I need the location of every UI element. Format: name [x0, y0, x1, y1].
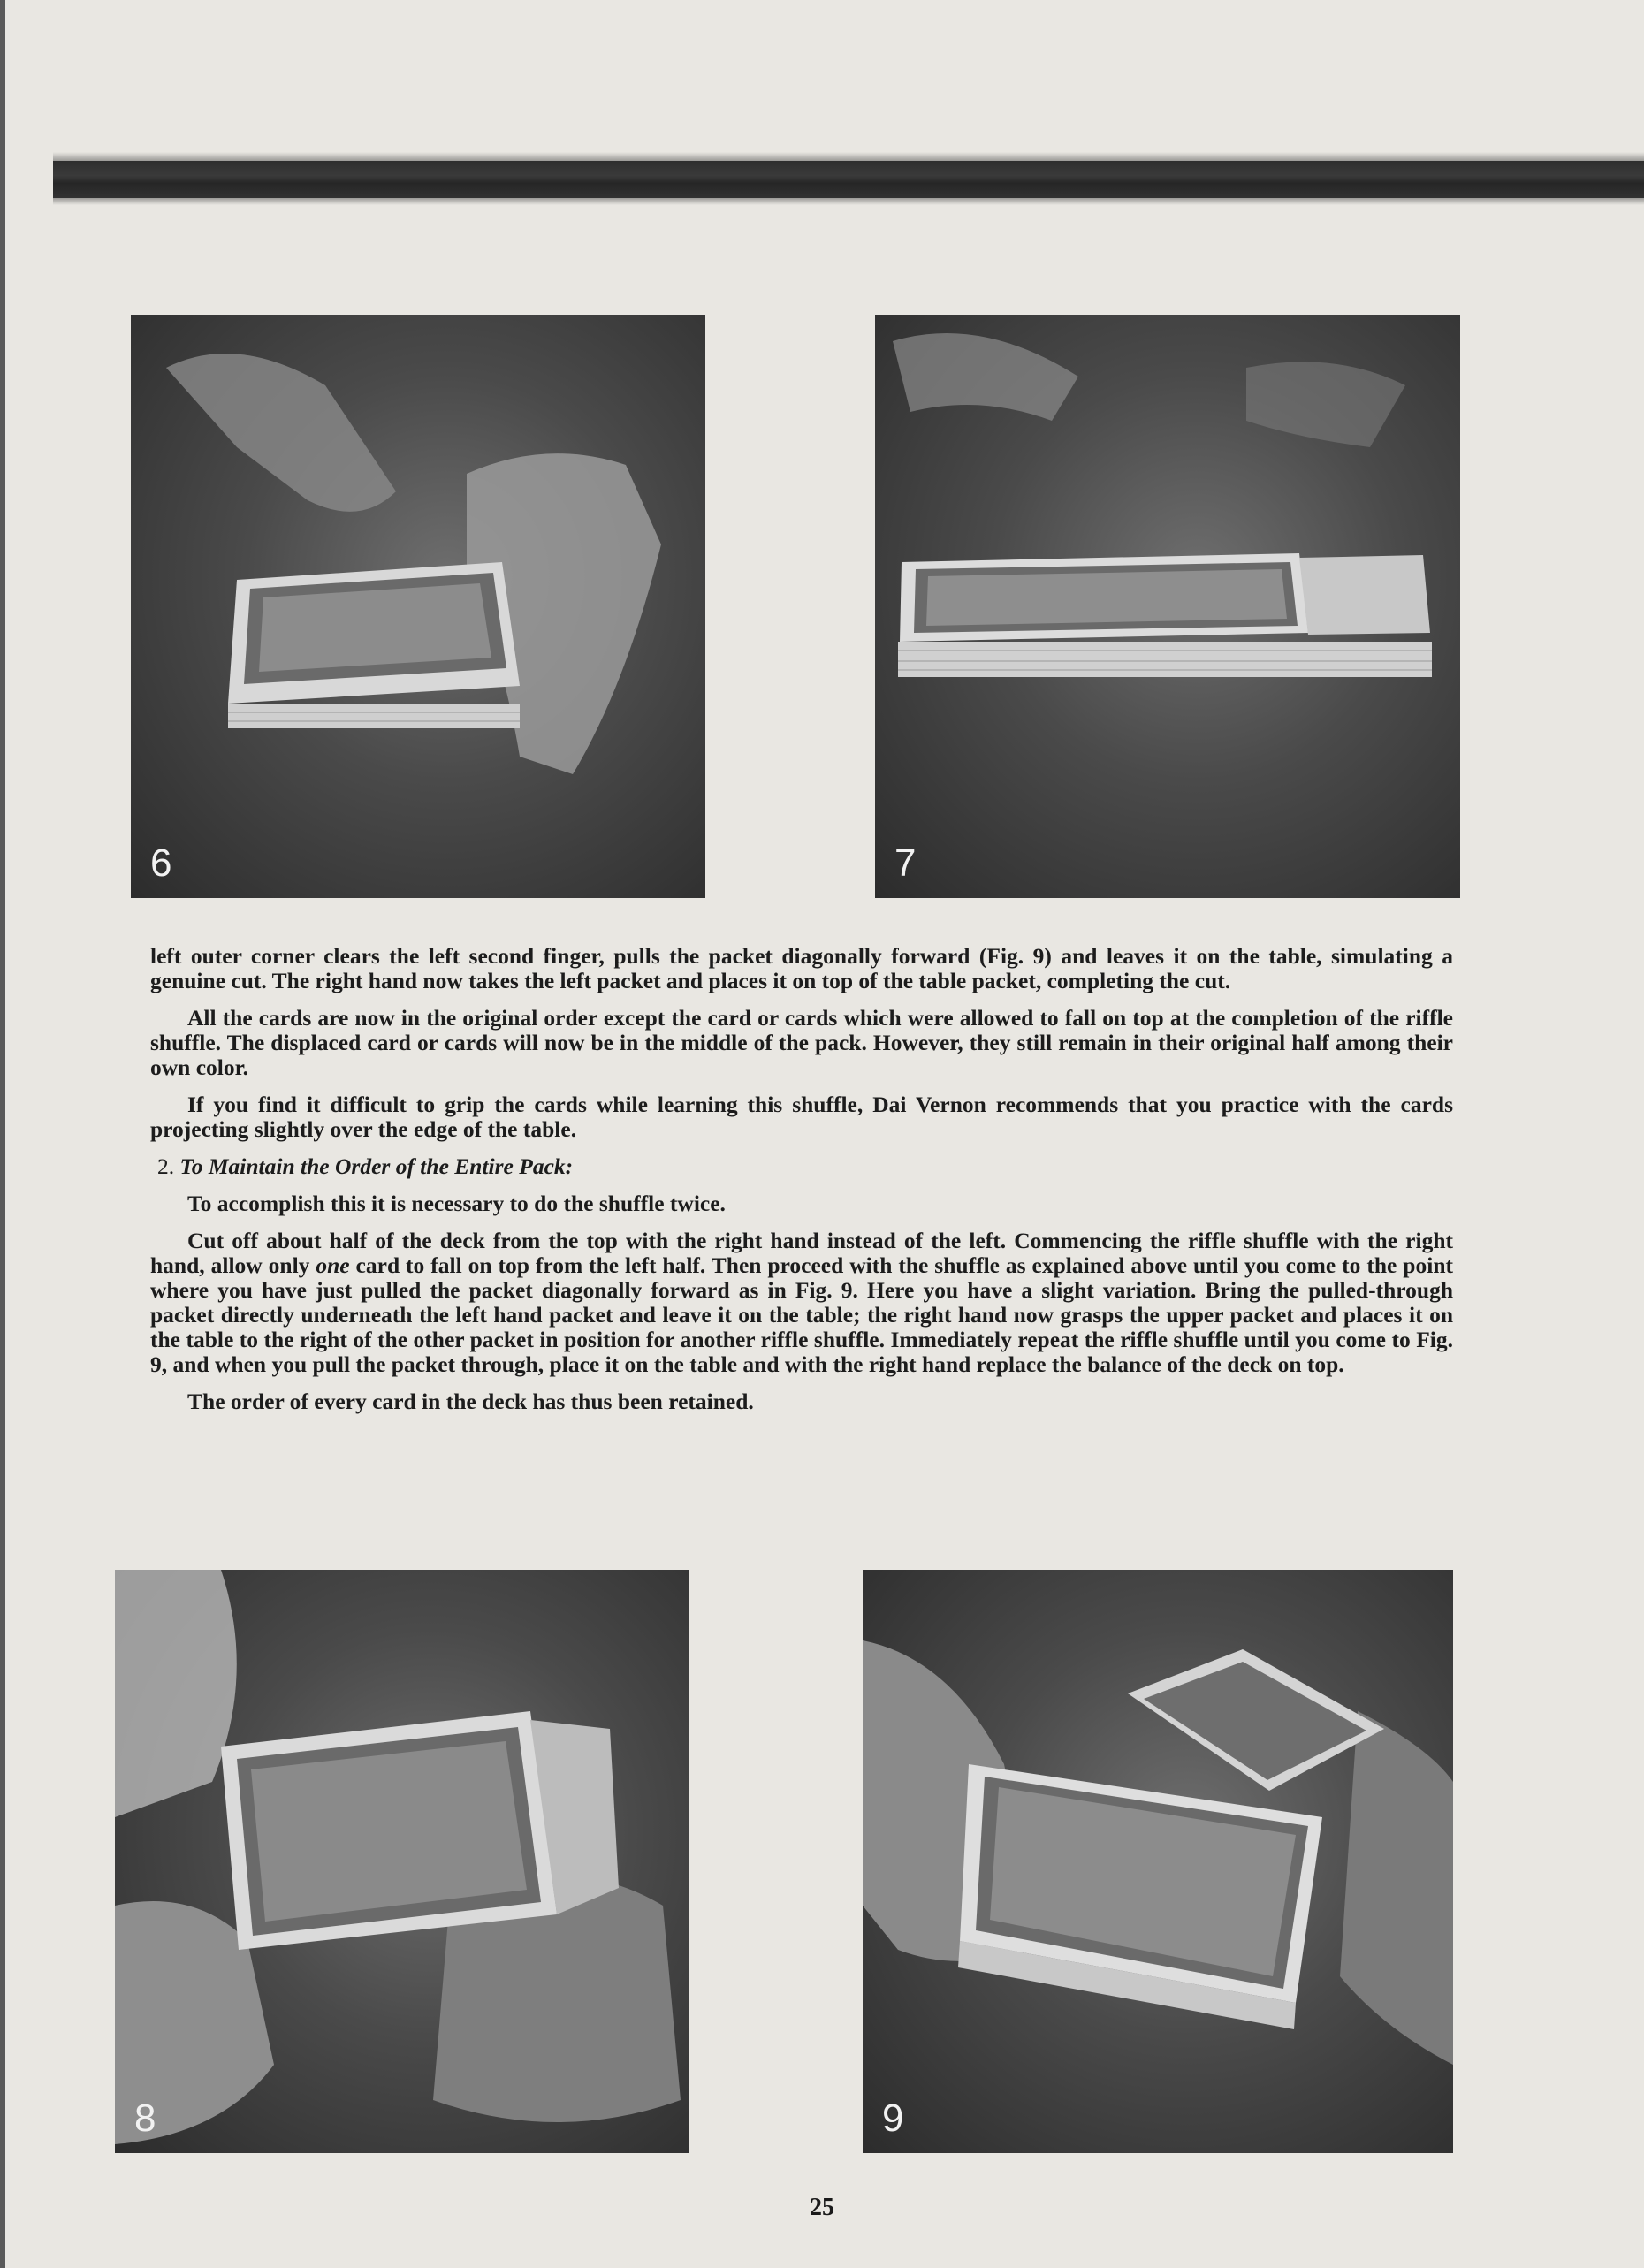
paragraph: left outer corner clears the left second finger, pulls the packet diagonally forward (Fig. 9) and leaves it on the table, simulating a genuine cut. The right hand now takes the left packet and places it on top of the table packet, completing the cut. [150, 943, 1453, 993]
paragraph: If you find it difficult to grip the cards while learning this shuffle, Dai Vernon recommends that you practice with the cards projecting slightly over the edge of the table. [150, 1092, 1453, 1142]
paragraph-text: Cut off about half of the deck from the top with the right hand instead of the left. Commencing the riffle shuffle with the right hand, allow only [150, 1228, 1453, 1278]
figure-7-photo [875, 315, 1460, 898]
figure-8-photo [115, 1570, 689, 2153]
stepped-deck-photo [875, 315, 1460, 898]
section-number: 2. [157, 1153, 175, 1179]
paragraph: To accomplish this it is necessary to do the shuffle twice. [187, 1191, 726, 1216]
hands-holding-cards-photo [115, 1570, 689, 2153]
emphasis: one [316, 1252, 350, 1278]
section-heading [157, 1154, 1453, 1179]
figure-6-photo [131, 315, 705, 898]
figure-number: 9 [882, 2097, 904, 2140]
figure-number: 8 [134, 2097, 156, 2140]
paragraph [150, 1229, 1453, 1377]
figure-9-photo [863, 1570, 1453, 2153]
body-text [150, 944, 1453, 1427]
paragraph: All the cards are now in the original order except the card or cards which were allowed to fall on top at the completion of the riffle shuffle. The displaced card or cards will now be in the middle of the pack. However, they still remain in their original half among their own color. [150, 1005, 1453, 1080]
paragraph-text: card to fall on top from the left half. Then proceed with the shuffle as explained above until you come to the point where you have just pulled the packet diagonally forward as in Fig. 9. Here you have a slight variation. Bring the pulled-through packet directly underneath the left hand packet and leave it on the table; the right hand now grasps the upper packet and places it on the table to the right of the other packet in position for another riffle shuffle. Immediately repeat the riffle shuffle until you come to Fig. 9, and when you pull the packet through, place it on the table and with the right hand replace the balance of the deck on top. [150, 1252, 1453, 1377]
paragraph: The order of every card in the deck has thus been retained. [187, 1389, 754, 1414]
header-rule [53, 161, 1644, 198]
page-number: 25 [810, 2194, 834, 2221]
packet-pulled-diagonally-photo [863, 1570, 1453, 2153]
figure-number: 7 [894, 841, 917, 885]
section-title: To Maintain the Order of the Entire Pack: [179, 1153, 574, 1179]
figure-number: 6 [150, 841, 172, 885]
hands-cutting-deck-photo [131, 315, 705, 898]
page-edge [0, 0, 5, 2268]
